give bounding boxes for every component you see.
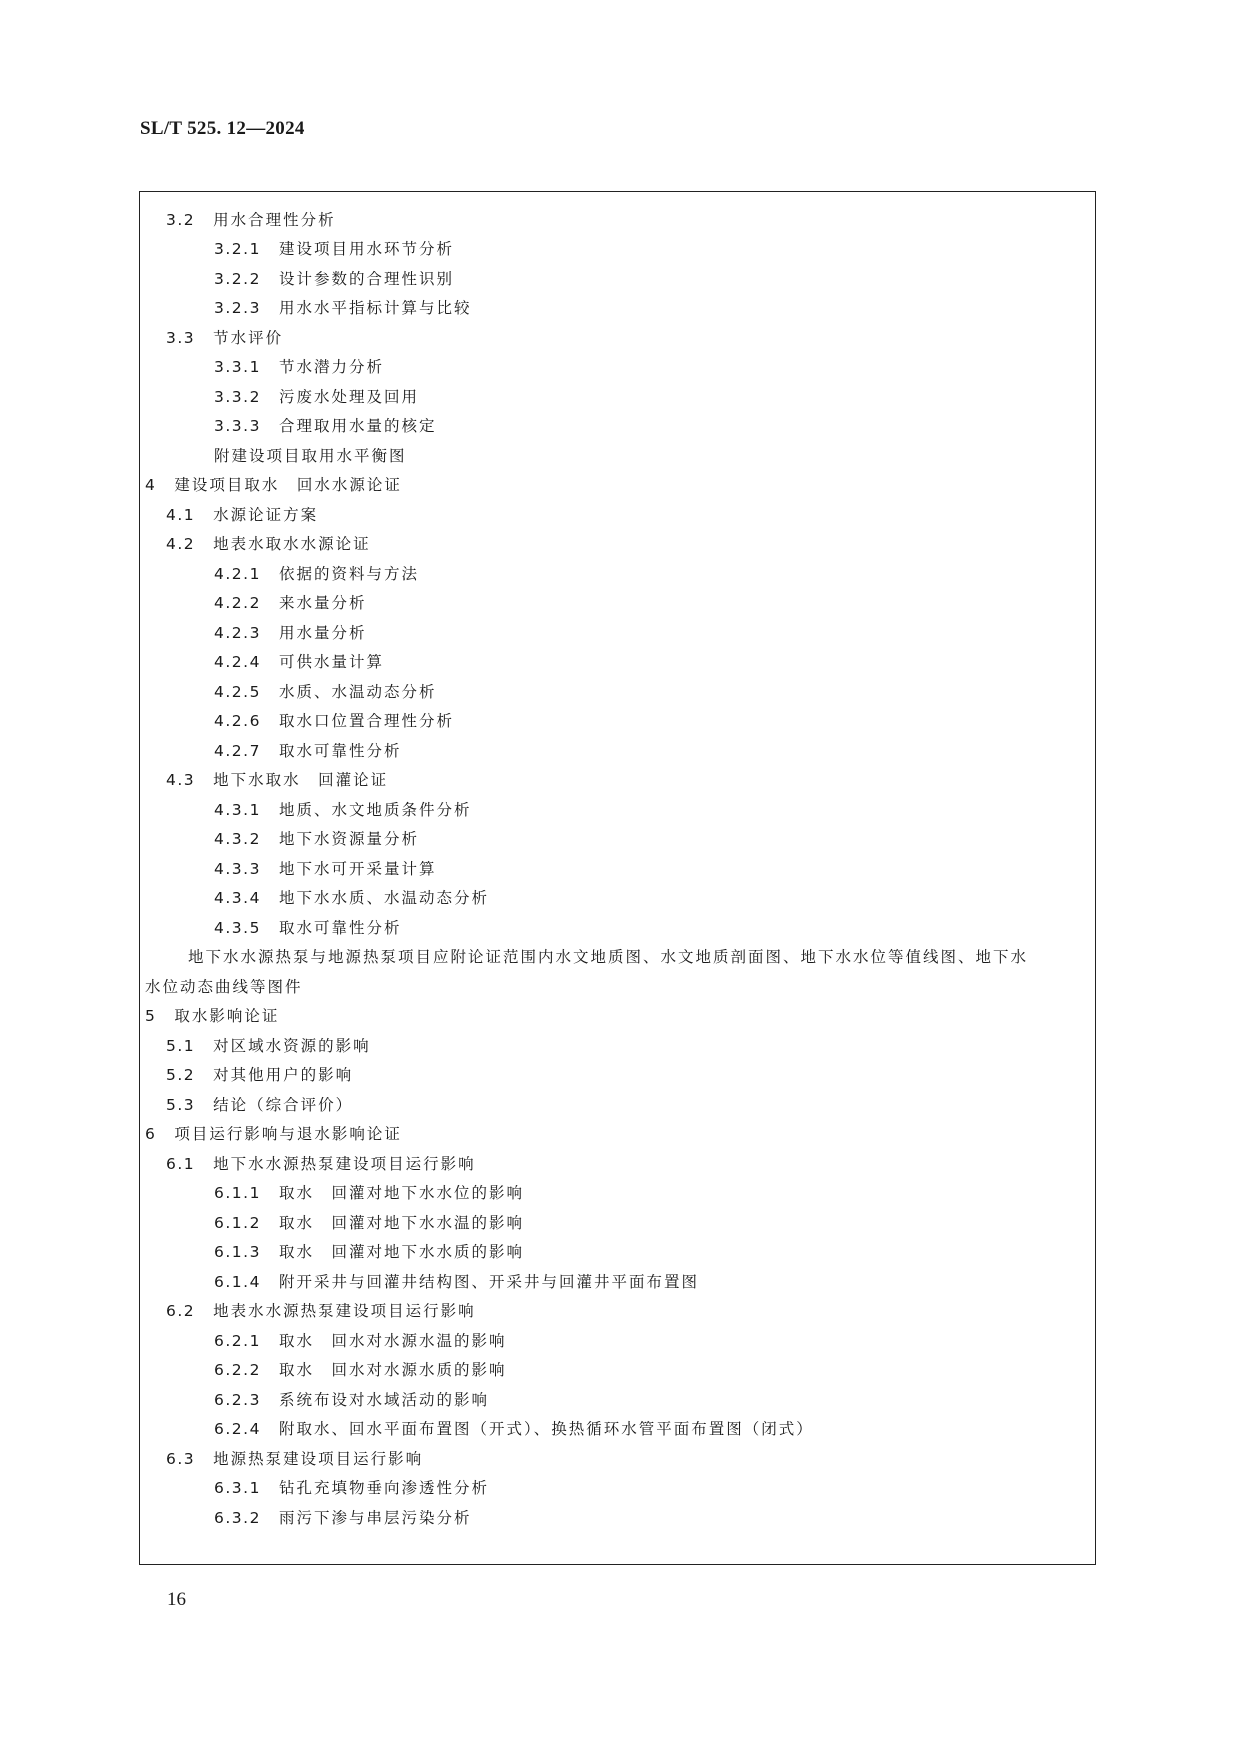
toc-entry-number: 5 [145,1007,157,1025]
toc-entry-title: 地表水水源热泵建设项目运行影响 [213,1302,476,1320]
toc-entry-title: 建设项目用水环节分析 [278,240,454,258]
toc-entry-title: 地下水水源热泵与地源热泵项目应附论证范围内水文地质图、水文地质剖面图、地下水水位等值线图、地下水 [188,948,1029,966]
toc-entry [214,711,454,731]
toc-entry-number: 6.3.2 [214,1509,261,1527]
toc-entry-title: 取水 回灌对地下水水质的影响 [278,1243,524,1261]
toc-entry-title: 合理取用水量的核定 [278,417,437,435]
toc-entry [188,947,1028,967]
toc-entry-title: 地质、水文地质条件分析 [278,801,472,819]
toc-entry [214,239,454,259]
toc-entry-number: 4.2.2 [214,594,261,612]
toc-entry-number: 4 [145,476,157,494]
toc-entry-title: 来水量分析 [278,594,367,612]
toc-entry-title: 节水潜力分析 [278,358,384,376]
toc-entry-number: 4.2 [166,535,196,553]
toc-entry [214,1390,489,1410]
toc-entry-number: 4.3.1 [214,801,261,819]
toc-entry-title: 附建设项目取用水平衡图 [214,447,407,465]
toc-entry-number: 4.3.3 [214,860,261,878]
toc-entry-title: 水质、水温动态分析 [278,683,437,701]
toc-entry-number: 3.2.1 [214,240,261,258]
toc-entry-title: 地下水水质、水温动态分析 [278,889,489,907]
toc-entry-number: 6.2.3 [214,1391,261,1409]
toc-entry-title: 依据的资料与方法 [278,565,419,583]
toc-entry-title: 对区域水资源的影响 [213,1037,371,1055]
toc-entry-number: 4.2.1 [214,565,261,583]
toc-entry-title: 取水口位置合理性分析 [278,712,454,730]
toc-entry [166,1154,476,1174]
toc-entry-number: 3.3.2 [214,388,261,406]
toc-entry-number: 4.2.6 [214,712,261,730]
toc-entry [214,387,419,407]
toc-entry-title: 地源热泵建设项目运行影响 [213,1450,424,1468]
toc-entry-number: 5.1 [166,1037,196,1055]
toc-entry-number: 3.3.1 [214,358,261,376]
toc-entry-number: 6.2.2 [214,1361,261,1379]
toc-entry-title: 取水 回灌对地下水水温的影响 [278,1214,524,1232]
toc-entry [214,564,419,584]
toc-entry-number: 5.2 [166,1066,196,1084]
toc-entry [214,357,384,377]
toc-entry [214,1478,489,1498]
toc-entry [166,1301,476,1321]
page-number: 16 [167,1589,186,1610]
toc-entry-title: 用水合理性分析 [213,211,336,229]
toc-entry-number: 6.1.1 [214,1184,261,1202]
toc-entry-title: 系统布设对水域活动的影响 [278,1391,489,1409]
toc-entry-title: 取水 回水对水源水温的影响 [278,1332,507,1350]
toc-entry-title: 设计参数的合理性识别 [278,270,454,288]
toc-entry [214,1419,814,1439]
toc-entry [214,269,454,289]
toc-entry [166,770,388,790]
toc-entry [166,210,336,230]
toc-entry-number: 4.2.4 [214,653,261,671]
toc-entry [166,1065,353,1085]
toc-entry [166,328,283,348]
toc-entry [214,1242,524,1262]
toc-entry-title: 地下水取水 回灌论证 [213,771,389,789]
toc-entry-title: 用水量分析 [278,624,367,642]
toc-entry-title: 取水可靠性分析 [278,919,402,937]
toc-entry [214,652,384,672]
toc-entry [214,623,366,643]
toc-entry [214,446,407,466]
toc-entry-title: 地下水资源量分析 [278,830,419,848]
toc-entry-title: 节水评价 [213,329,284,347]
toc-entry [214,859,436,879]
toc-entry-number: 6.1.4 [214,1273,261,1291]
toc-entry [214,1213,524,1233]
toc-entry-number: 4.1 [166,506,196,524]
toc-entry-number: 6 [145,1125,157,1143]
toc-entry-number: 6.3.1 [214,1479,261,1497]
toc-entry-title: 污废水处理及回用 [278,388,419,406]
toc-entry-title: 附开采井与回灌井结构图、开采井与回灌井平面布置图 [278,1273,699,1291]
toc-entry-number: 4.2.7 [214,742,261,760]
toc-entry [214,682,436,702]
toc-entry-title: 取水 回水对水源水质的影响 [278,1361,507,1379]
toc-entry-title: 建设项目取水 回水水源论证 [174,476,402,494]
toc-entry-number: 3.2.2 [214,270,261,288]
toc-entry-number: 6.2.1 [214,1332,261,1350]
toc-entry-number: 3.2 [166,211,196,229]
toc-entry-title: 钻孔充填物垂向渗透性分析 [278,1479,489,1497]
toc-entry-title: 用水水平指标计算与比较 [278,299,472,317]
toc-entry [166,505,318,525]
standard-code: SL/T 525. 12—2024 [140,118,305,139]
toc-entry [145,1124,402,1144]
toc-entry [214,298,471,318]
toc-entry-title: 地下水可开采量计算 [278,860,437,878]
toc-entry [214,1331,506,1351]
toc-entry-number: 4.2.3 [214,624,261,642]
toc-entry-number: 4.3.4 [214,889,261,907]
toc-entry [214,593,366,613]
toc-entry [145,977,303,997]
toc-entry [214,741,401,761]
toc-entry-title: 地下水水源热泵建设项目运行影响 [213,1155,476,1173]
toc-entry [214,416,436,436]
toc-entry-number: 4.3.5 [214,919,261,937]
toc-entry [166,1036,371,1056]
toc-entry [166,1449,423,1469]
toc-entry [145,475,402,495]
toc-entry [166,534,371,554]
toc-entry [214,1508,471,1528]
toc-entry [214,800,471,820]
toc-entry-number: 6.2.4 [214,1420,261,1438]
toc-entry [214,888,489,908]
toc-entry-title: 取水可靠性分析 [278,742,402,760]
toc-entry-number: 5.3 [166,1096,196,1114]
toc-entry-title: 取水 回灌对地下水水位的影响 [278,1184,524,1202]
toc-entry [145,1006,279,1026]
toc-entry [214,829,419,849]
toc-entry-number: 6.1.3 [214,1243,261,1261]
toc-entry [214,1183,524,1203]
toc-entry-number: 4.2.5 [214,683,261,701]
toc-entry-number: 4.3 [166,771,196,789]
toc-entry-title: 水位动态曲线等图件 [145,978,303,996]
toc-entry-number: 6.2 [166,1302,196,1320]
toc-entry-number: 3.3.3 [214,417,261,435]
toc-entry-title: 项目运行影响与退水影响论证 [174,1125,402,1143]
toc-entry-title: 附取水、回水平面布置图（开式）、换热循环水管平面布置图（闭式） [278,1420,814,1438]
toc-entry-title: 取水影响论证 [174,1007,280,1025]
toc-entry-title: 结论（综合评价） [213,1096,354,1114]
toc-entry-title: 可供水量计算 [278,653,384,671]
toc-entry-title: 水源论证方案 [213,506,319,524]
toc-entry-number: 4.3.2 [214,830,261,848]
toc-entry-number: 6.1.2 [214,1214,261,1232]
toc-entry-title: 地表水取水水源论证 [213,535,371,553]
toc-entry-title: 对其他用户的影响 [213,1066,354,1084]
toc-entry-number: 3.3 [166,329,196,347]
toc-entry [214,1360,506,1380]
toc-entry-number: 6.3 [166,1450,196,1468]
toc-entry [214,918,401,938]
toc-entry [214,1272,699,1292]
toc-entry-number: 6.1 [166,1155,196,1173]
toc-entry [166,1095,353,1115]
toc-entry-number: 3.2.3 [214,299,261,317]
toc-entry-title: 雨污下渗与串层污染分析 [278,1509,472,1527]
